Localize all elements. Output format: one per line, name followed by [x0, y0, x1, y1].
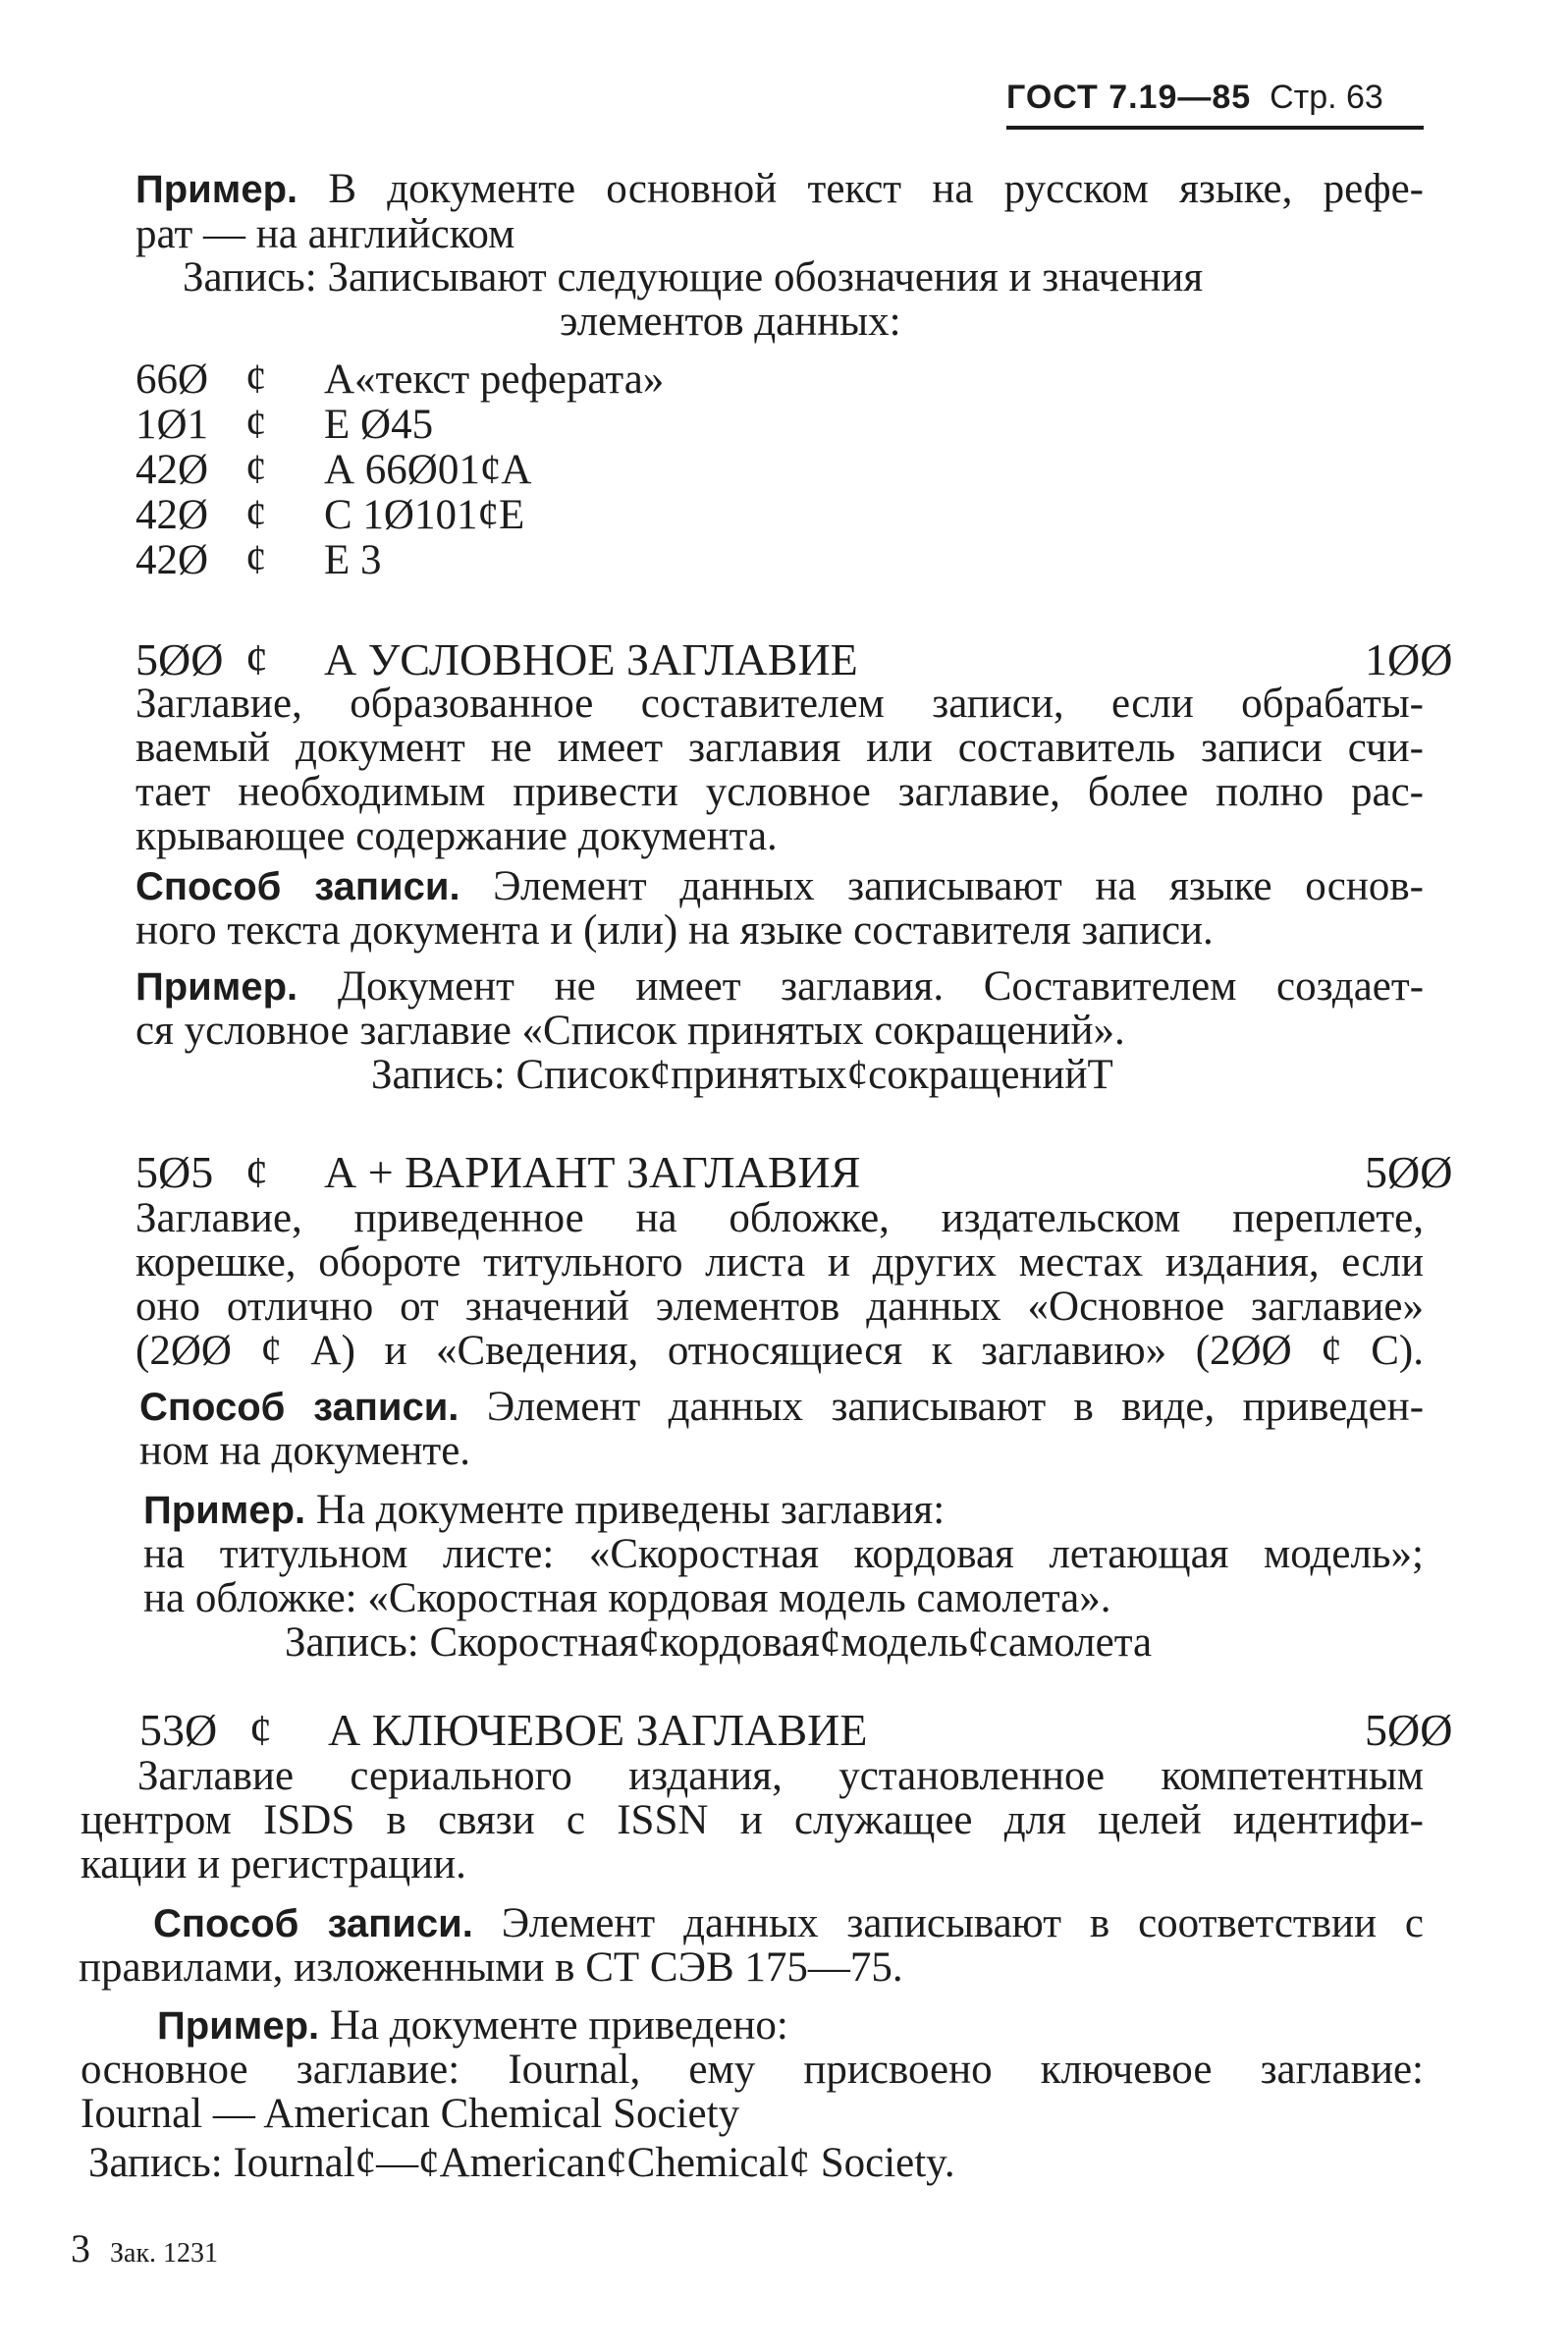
section-ref: 1ØØ	[1365, 634, 1453, 684]
record-line: Запись: Iournalȼ—ȼAmericanȼChemicalȼ Society.	[88, 2140, 955, 2186]
example-line: Пример. На документе приведено:	[157, 2002, 788, 2049]
example-label: Пример.	[157, 2004, 320, 2048]
code-row: 42Ø ȼ А 66Ø01ȼA	[135, 447, 532, 493]
example-label: Пример.	[135, 168, 298, 211]
desc-line: Заглавие, приведенное на обложке, издательском переплете,	[135, 1195, 1424, 1241]
method-line: Способ записи. Элемент данных записывают в виде, приведен-	[139, 1384, 1425, 1430]
header-rule	[1006, 126, 1424, 130]
example-label: Пример.	[143, 1489, 306, 1532]
example-line: на обложке: «Скоростная кордовая модель самолета».	[143, 1575, 1111, 1621]
code-row: 66Ø ȼ А«текст реферата»	[135, 356, 665, 403]
method-line: правилами, изложенными в СТ СЭВ 175—75.	[79, 1944, 903, 1991]
page-number: Стр. 63	[1270, 79, 1383, 116]
desc-line: центром ISDS в связи с ISSN и служащее для целей идентифи-	[81, 1797, 1424, 1843]
code-row: 1Ø1 ȼ Е Ø45	[135, 402, 434, 448]
example-line: ся условное заглавие «Список принятых сокращений».	[135, 1008, 1125, 1054]
page-header	[1006, 79, 1383, 117]
desc-line: крывающее содержание документа.	[135, 813, 778, 859]
desc-line: ваемый документ не имеет заглавия или составитель записи счи-	[135, 725, 1424, 771]
method-label: Способ записи.	[135, 865, 460, 908]
desc-line: корешке, обороте титульного листа и других местах издания, если	[135, 1239, 1424, 1285]
desc-line: оно отлично от значений элементов данных «Основное заглавие»	[135, 1284, 1424, 1330]
section-heading-500: 5ØØ ȼ А УСЛОВНОЕ ЗАГЛАВИЕ	[135, 634, 858, 684]
footer	[71, 2225, 218, 2271]
record-line: Запись: Скоростнаяȼкордоваяȼмодельȼсамолета	[285, 1619, 1153, 1666]
example-line: на титульном листе: «Скоростная кордовая летающая модель»;	[143, 1531, 1424, 1577]
desc-line: (2ØØ ȼ А) и «Сведения, относящиеся к заглавию» (2ØØ ȼ С).	[135, 1328, 1424, 1374]
desc-line: тает необходимым привести условное заглавие, более полно рас-	[135, 769, 1424, 815]
method-line: Способ записи. Элемент данных записывают в соответствии с	[153, 1900, 1424, 1946]
record-line: элементов данных:	[560, 299, 901, 345]
desc-line: Заглавие сериального издания, установленное компетентным	[137, 1753, 1424, 1799]
example-line: рат — на английском	[135, 211, 515, 257]
record-line: Запись: Записывают следующие обозначения и значения	[183, 254, 1204, 301]
method-line: ного текста документа и (или) на языке составителя записи.	[135, 907, 1214, 954]
method-label: Способ записи.	[153, 1902, 473, 1945]
example-line: Iournal — American Chemical Society	[81, 2091, 740, 2137]
section-ref: 5ØØ	[1365, 1705, 1453, 1755]
code-row: 42Ø ȼ С 1Ø101ȼE	[135, 492, 525, 538]
section-ref: 5ØØ	[1365, 1147, 1453, 1197]
section-heading-505: 5Ø5 ȼ А + ВАРИАНТ ЗАГЛАВИЯ	[135, 1147, 861, 1197]
example-line: Пример. В документе основной текст на русском языке, рефе-	[135, 166, 1424, 212]
example-line: Пример. На документе приведены заглавия:	[143, 1487, 946, 1533]
signature-number: 3	[71, 2226, 90, 2270]
method-label: Способ записи.	[139, 1386, 460, 1429]
order-number: Зак. 1231	[110, 2238, 219, 2269]
section-heading-530: 53Ø ȼ А КЛЮЧЕВОЕ ЗАГЛАВИЕ	[139, 1705, 868, 1755]
example-label: Пример.	[135, 965, 298, 1009]
gost-number: ГОСТ 7.19—85	[1006, 79, 1252, 116]
method-line: ном на документе.	[139, 1428, 471, 1474]
desc-line: кации и регистрации.	[81, 1841, 466, 1887]
method-line: Способ записи. Элемент данных записывают на языке основ-	[135, 863, 1424, 909]
example-line: Пример. Документ не имеет заглавия. Составителем создает-	[135, 963, 1425, 1010]
example-line: основное заглавие: Iournal, ему присвоено ключевое заглавие:	[81, 2047, 1424, 2093]
desc-line: Заглавие, образованное составителем записи, если обрабаты-	[135, 681, 1424, 727]
record-line: Запись: СписокȼпринятыхȼсокращенийT	[371, 1052, 1113, 1098]
code-row: 42Ø ȼ Е 3	[135, 537, 382, 583]
